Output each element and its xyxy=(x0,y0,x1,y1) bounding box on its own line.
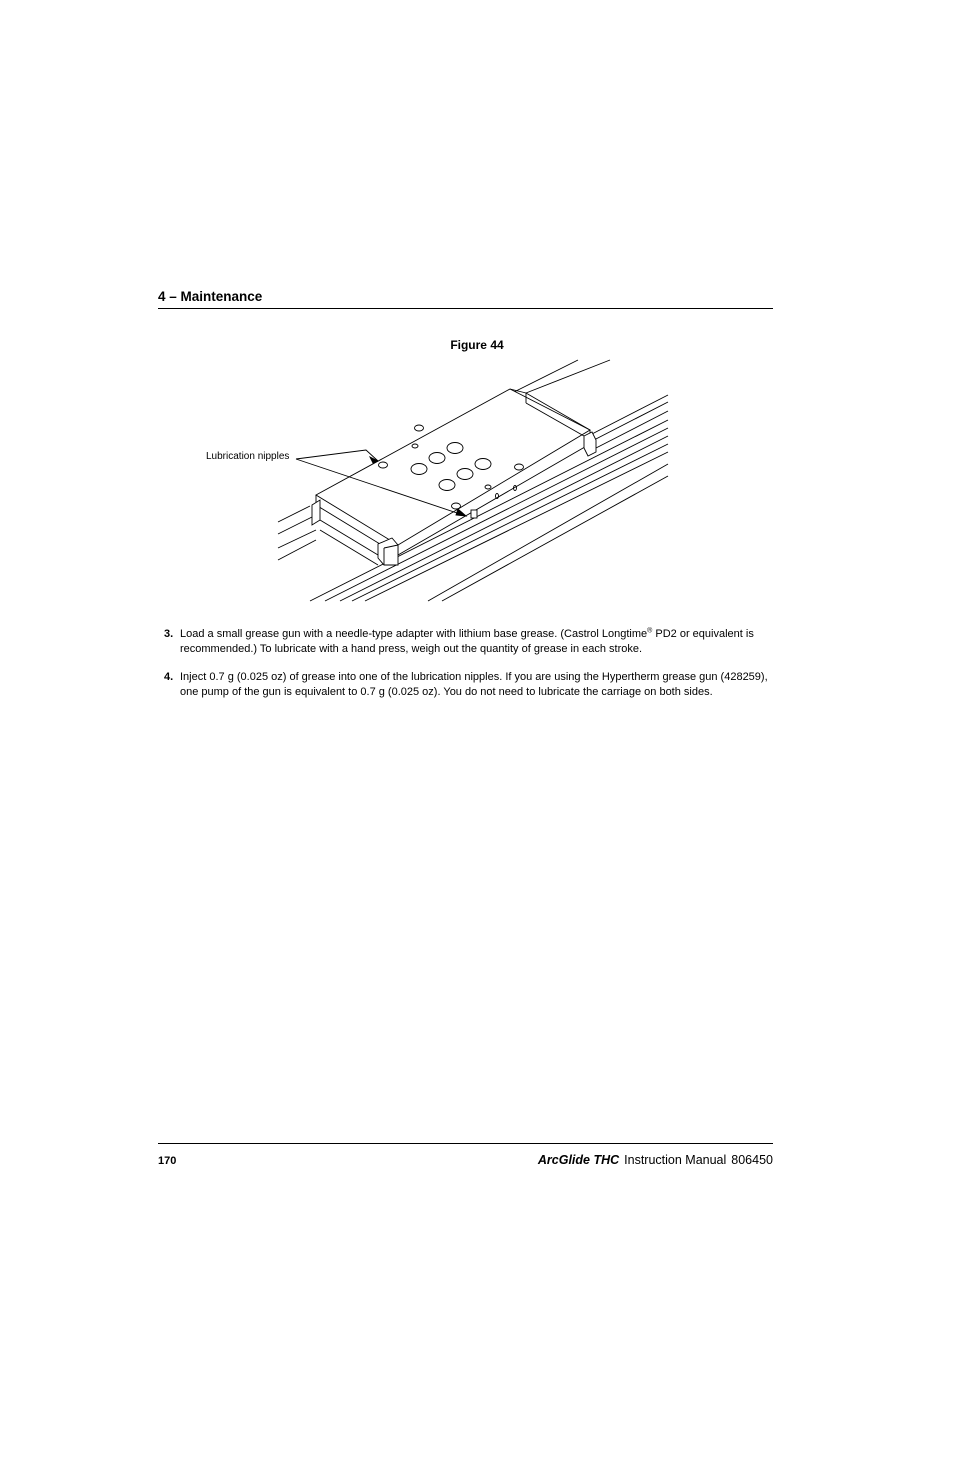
step-text xyxy=(180,627,776,656)
step-text-part: Load a small grease gun with a needle-type adapter with lithium base grease. (Castrol Longtime xyxy=(180,628,648,640)
footer-rule xyxy=(158,1143,773,1144)
manual-title: Instruction Manual xyxy=(624,1153,727,1167)
figure-caption: Figure 44 xyxy=(450,338,504,352)
step-number: 3. xyxy=(164,628,174,640)
header-rule xyxy=(158,308,773,309)
step-4 xyxy=(164,670,776,699)
part-number: 806450 xyxy=(731,1153,773,1167)
footer-title xyxy=(538,1153,773,1167)
step-text: Inject 0.7 g (0.025 oz) of grease into one of the lubrication nipples. If you are using the Hypertherm grease gun (428259), one pump of the gun is equivalent to 0.7 g (0.025 oz). You do not need to lubricate the carriage on both sides. xyxy=(180,671,768,698)
step-text-part: PD2 or equivalent is recommended.) To lubricate with a hand press, weigh out the quantity of grease in each stroke. xyxy=(180,628,754,655)
step-number: 4. xyxy=(164,671,174,683)
callout-lubrication-nipples: Lubrication nipples xyxy=(206,451,290,462)
linear-rail-carriage-drawing xyxy=(200,355,680,605)
product-name: ArcGlide THC xyxy=(537,1153,620,1167)
section-header: 4 – Maintenance xyxy=(158,289,263,304)
page-number: 170 xyxy=(158,1155,177,1167)
step-3 xyxy=(164,627,776,656)
registered-mark: ® xyxy=(647,627,653,635)
